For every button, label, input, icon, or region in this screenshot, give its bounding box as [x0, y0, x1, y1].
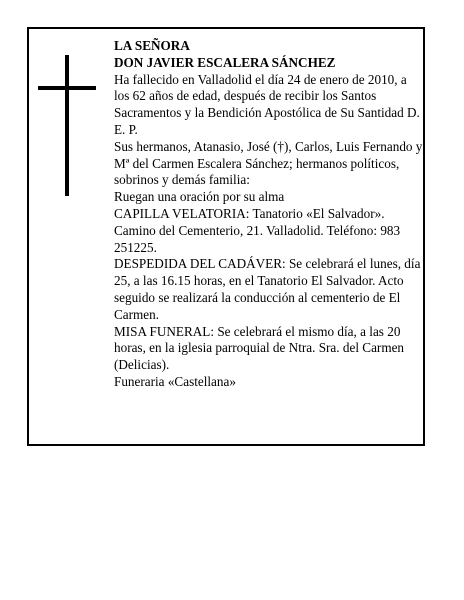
obituary-title: LA SEÑORA [114, 38, 190, 53]
death-announcement: Ha fallecido en Valladolid el día 24 de enero de 2010, a los 62 años de edad, después de recibir los Santos Sacramentos y la Bendición Apostólica de Su Santidad D. E. P. [114, 71, 420, 137]
funeral-home: Funeraria «Castellana» [114, 373, 236, 389]
wake-chapel-info: CAPILLA VELATORIA: Tanatorio «El Salvador». Camino del Cementerio, 21. Valladolid. Teléfono: 983 251225. [114, 205, 401, 255]
funeral-mass-info: MISA FUNERAL: Se celebrará el mismo día, a las 20 horas, en la iglesia parroquial de Ntra. Sra. del Carmen (Delicias). [114, 323, 405, 373]
cross-icon [65, 55, 69, 196]
prayer-request: Ruegan una oración por su alma [114, 189, 285, 205]
farewell-info: DESPEDIDA DEL CADÁVER: Se celebrará el lunes, día 25, a las 16.15 horas, en el Tanatorio El Salvador. Acto seguido se realizará la conducción al cementerio de El Carmen. [114, 256, 421, 322]
cross-icon-bar [38, 86, 96, 90]
deceased-name: DON JAVIER ESCALERA SÁNCHEZ [114, 54, 336, 70]
family-list: Sus hermanos, Atanasio, José (†), Carlos, Luis Fernando y Mª del Carmen Escalera Sánchez; hermanos políticos, sobrinos y demás familia: [114, 138, 423, 188]
obituary-text [114, 38, 424, 391]
